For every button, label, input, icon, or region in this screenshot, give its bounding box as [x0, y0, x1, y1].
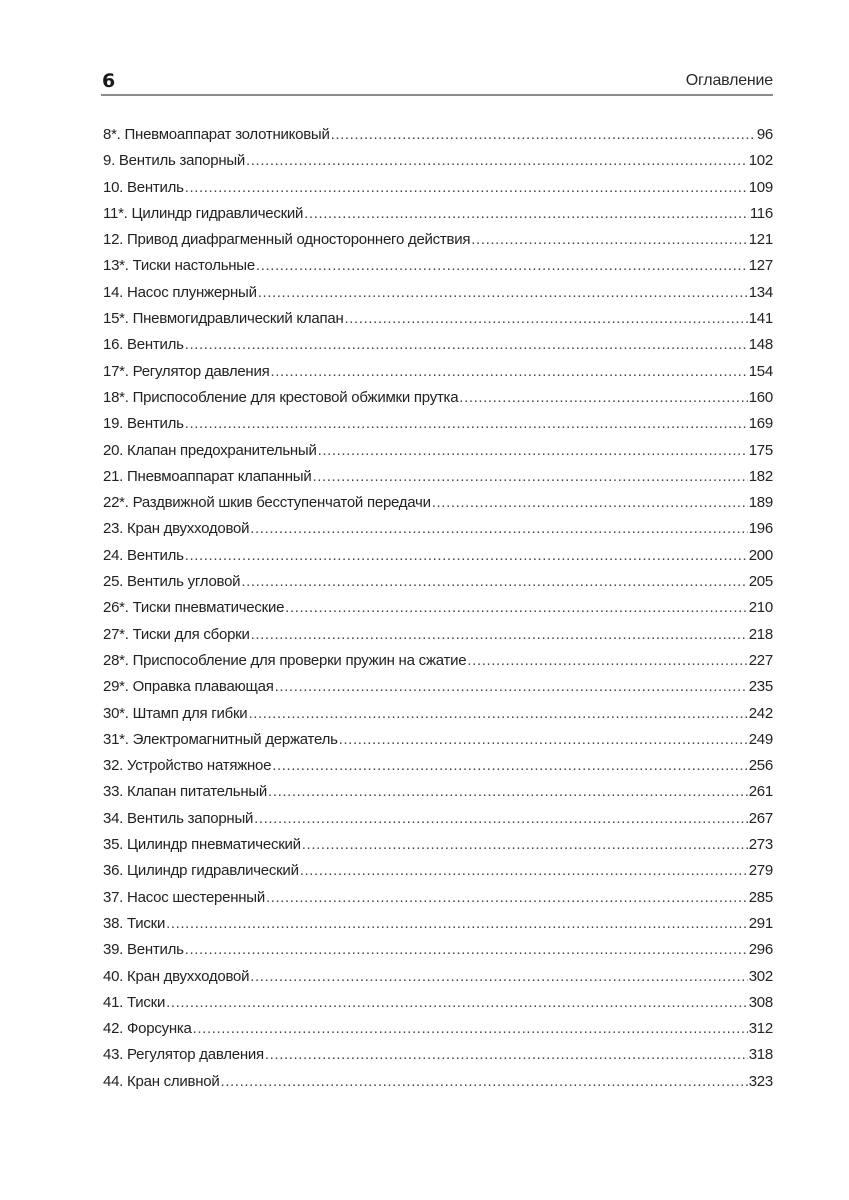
toc-entry[interactable]: [103, 415, 773, 441]
toc-entry-title: 37. Насос шестеренный: [103, 888, 265, 906]
dot-leader: [275, 678, 748, 695]
dot-leader: [270, 363, 747, 380]
dot-leader: [256, 257, 748, 274]
dot-leader: [467, 652, 747, 669]
dot-leader: [272, 757, 748, 774]
toc-entry-page: 160: [748, 388, 773, 406]
toc-entry[interactable]: [103, 626, 773, 652]
toc-entry-page: 218: [748, 625, 773, 643]
page-header: [101, 66, 773, 96]
toc-entry-page: 291: [748, 914, 773, 932]
dot-leader: [459, 389, 747, 406]
toc-entry[interactable]: [103, 547, 773, 573]
toc-entry-title: 30*. Штамп для гибки: [103, 704, 248, 722]
toc-entry-page: 249: [748, 730, 773, 748]
dot-leader: [258, 284, 748, 301]
toc-entry-title: 15*. Пневмогидравлический клапан: [103, 310, 344, 328]
toc-entry-title: 41. Тиски: [103, 993, 166, 1011]
dot-leader: [304, 205, 749, 222]
dot-leader: [166, 994, 748, 1011]
toc-entry[interactable]: [103, 1046, 773, 1072]
toc-entry-page: 318: [748, 1046, 773, 1064]
toc-entry-page: 296: [748, 941, 773, 959]
toc-entry-page: 189: [748, 494, 773, 512]
toc-entry[interactable]: [103, 284, 773, 310]
toc-entry-title: 35. Цилиндр пневматический: [103, 836, 301, 854]
toc-entry[interactable]: [103, 599, 773, 625]
toc-entry-page: 102: [748, 152, 773, 170]
toc-entry-title: 28*. Приспособление для проверки пружин на сжатие: [103, 651, 467, 669]
toc-entry-title: 25. Вентиль угловой: [103, 573, 241, 591]
toc-entry[interactable]: [103, 705, 773, 731]
toc-entry-page: 134: [748, 283, 773, 301]
toc-entry[interactable]: [103, 889, 773, 915]
dot-leader: [185, 336, 748, 353]
table-of-contents: [103, 126, 773, 1099]
dot-leader: [241, 573, 747, 590]
toc-entry-page: 200: [748, 546, 773, 564]
toc-entry[interactable]: [103, 836, 773, 862]
toc-entry[interactable]: [103, 994, 773, 1020]
toc-entry-title: 23. Кран двухходовой: [103, 520, 250, 538]
toc-entry[interactable]: [103, 757, 773, 783]
dot-leader: [339, 731, 748, 748]
toc-entry[interactable]: [103, 573, 773, 599]
dot-leader: [302, 836, 748, 853]
toc-entry[interactable]: [103, 179, 773, 205]
toc-entry-page: 227: [748, 651, 773, 669]
toc-entry-page: 196: [748, 520, 773, 538]
toc-entry-title: 38. Тиски: [103, 914, 166, 932]
toc-entry-title: 16. Вентиль: [103, 336, 184, 354]
dot-leader: [254, 810, 748, 827]
toc-entry-page: 242: [748, 704, 773, 722]
toc-entry[interactable]: [103, 126, 773, 152]
toc-entry-page: 261: [748, 783, 773, 801]
toc-entry-title: 8*. Пневмоаппарат золотниковый: [103, 126, 330, 143]
dot-leader: [250, 520, 747, 537]
toc-entry-title: 26*. Тиски пневматические: [103, 599, 285, 617]
toc-entry-page: 256: [748, 757, 773, 775]
toc-entry-title: 36. Цилиндр гидравлический: [103, 862, 299, 880]
toc-entry[interactable]: [103, 652, 773, 678]
toc-entry-title: 43. Регулятор давления: [103, 1046, 264, 1064]
toc-entry[interactable]: [103, 1073, 773, 1099]
dot-leader: [268, 783, 748, 800]
dot-leader: [251, 626, 748, 643]
dot-leader: [193, 1020, 748, 1037]
dot-leader: [344, 310, 747, 327]
toc-entry[interactable]: [103, 810, 773, 836]
toc-entry-title: 10. Вентиль: [103, 178, 184, 196]
toc-entry-title: 20. Клапан предохранительный: [103, 441, 317, 459]
toc-entry-page: 273: [748, 836, 773, 854]
toc-entry[interactable]: [103, 494, 773, 520]
dot-leader: [318, 442, 748, 459]
toc-entry[interactable]: [103, 915, 773, 941]
toc-entry-page: 285: [748, 888, 773, 906]
toc-entry-title: 32. Устройство натяжное: [103, 757, 272, 775]
toc-entry-title: 18*. Приспособление для крестовой обжимки прутка: [103, 388, 459, 406]
toc-entry[interactable]: [103, 442, 773, 468]
toc-entry-title: 14. Насос плунжерный: [103, 283, 257, 301]
dot-leader: [246, 152, 748, 169]
toc-entry-page: 148: [748, 336, 773, 354]
toc-entry[interactable]: [103, 1020, 773, 1046]
toc-entry[interactable]: [103, 862, 773, 888]
toc-entry-title: 13*. Тиски настольные: [103, 257, 255, 275]
running-title: Оглавление: [685, 72, 773, 89]
toc-entry[interactable]: [103, 205, 773, 231]
toc-entry-page: 141: [748, 310, 773, 328]
toc-entry-title: 39. Вентиль: [103, 941, 184, 959]
toc-entry[interactable]: [103, 363, 773, 389]
dot-leader: [185, 415, 748, 432]
toc-entry-page: 121: [748, 231, 773, 249]
dot-leader: [285, 599, 748, 616]
dot-leader: [185, 179, 748, 196]
toc-entry-page: 323: [748, 1072, 773, 1090]
dot-leader: [266, 889, 748, 906]
dot-leader: [312, 468, 747, 485]
toc-entry-page: 175: [748, 441, 773, 459]
toc-entry[interactable]: [103, 389, 773, 415]
toc-entry-title: 44. Кран сливной: [103, 1072, 220, 1090]
toc-entry[interactable]: [103, 678, 773, 704]
dot-leader: [250, 968, 747, 985]
toc-entry[interactable]: [103, 468, 773, 494]
header-rule: [101, 94, 773, 96]
toc-entry-title: 40. Кран двухходовой: [103, 967, 250, 985]
toc-entry-page: 302: [748, 967, 773, 985]
toc-entry-title: 11*. Цилиндр гидравлический: [103, 204, 304, 222]
dot-leader: [265, 1046, 748, 1063]
toc-entry-title: 22*. Раздвижной шкив бесступенчатой передачи: [103, 494, 431, 512]
toc-entry[interactable]: [103, 257, 773, 283]
toc-entry-title: 31*. Электромагнитный держатель: [103, 730, 338, 748]
toc-entry-title: 9. Вентиль запорный: [103, 152, 246, 170]
dot-leader: [221, 1073, 748, 1090]
toc-entry-page: 308: [748, 993, 773, 1011]
toc-entry-page: 116: [749, 204, 773, 222]
toc-entry-page: 182: [748, 467, 773, 485]
toc-entry[interactable]: [103, 783, 773, 809]
toc-entry-title: 12. Привод диафрагменный одностороннего действия: [103, 231, 471, 249]
toc-entry[interactable]: [103, 152, 773, 178]
toc-entry-page: 154: [748, 362, 773, 380]
toc-entry-title: 27*. Тиски для сборки: [103, 625, 250, 643]
toc-entry-page: 279: [748, 862, 773, 880]
toc-entry[interactable]: [103, 231, 773, 257]
dot-leader: [166, 915, 748, 932]
toc-entry[interactable]: [103, 336, 773, 362]
toc-entry-page: 205: [748, 573, 773, 591]
dot-leader: [185, 547, 748, 564]
dot-leader: [300, 862, 748, 879]
dot-leader: [185, 941, 748, 958]
toc-entry-page: 127: [748, 257, 773, 275]
dot-leader: [248, 705, 747, 722]
toc-entry-title: 42. Форсунка: [103, 1020, 192, 1038]
page-number: 6: [102, 70, 116, 92]
toc-entry-page: 210: [748, 599, 773, 617]
toc-entry-page: 312: [748, 1020, 773, 1038]
toc-entry[interactable]: [103, 968, 773, 994]
dot-leader: [471, 231, 747, 248]
dot-leader: [432, 494, 748, 511]
toc-entry-title: 34. Вентиль запорный: [103, 809, 254, 827]
toc-entry-title: 24. Вентиль: [103, 546, 184, 564]
toc-entry-page: 169: [748, 415, 773, 433]
toc-entry-title: 29*. Оправка плавающая: [103, 678, 274, 696]
toc-entry[interactable]: [103, 941, 773, 967]
toc-entry-title: 19. Вентиль: [103, 415, 184, 433]
toc-entry-page: 267: [748, 809, 773, 827]
dot-leader: [331, 126, 756, 143]
toc-entry[interactable]: [103, 731, 773, 757]
toc-entry-page: 235: [748, 678, 773, 696]
toc-entry-page: 109: [748, 178, 773, 196]
toc-entry[interactable]: [103, 520, 773, 546]
toc-entry-page: 96: [756, 126, 773, 143]
toc-entry[interactable]: [103, 310, 773, 336]
toc-entry-title: 17*. Регулятор давления: [103, 362, 270, 380]
toc-entry-title: 33. Клапан питательный: [103, 783, 268, 801]
toc-entry-title: 21. Пневмоаппарат клапанный: [103, 467, 312, 485]
